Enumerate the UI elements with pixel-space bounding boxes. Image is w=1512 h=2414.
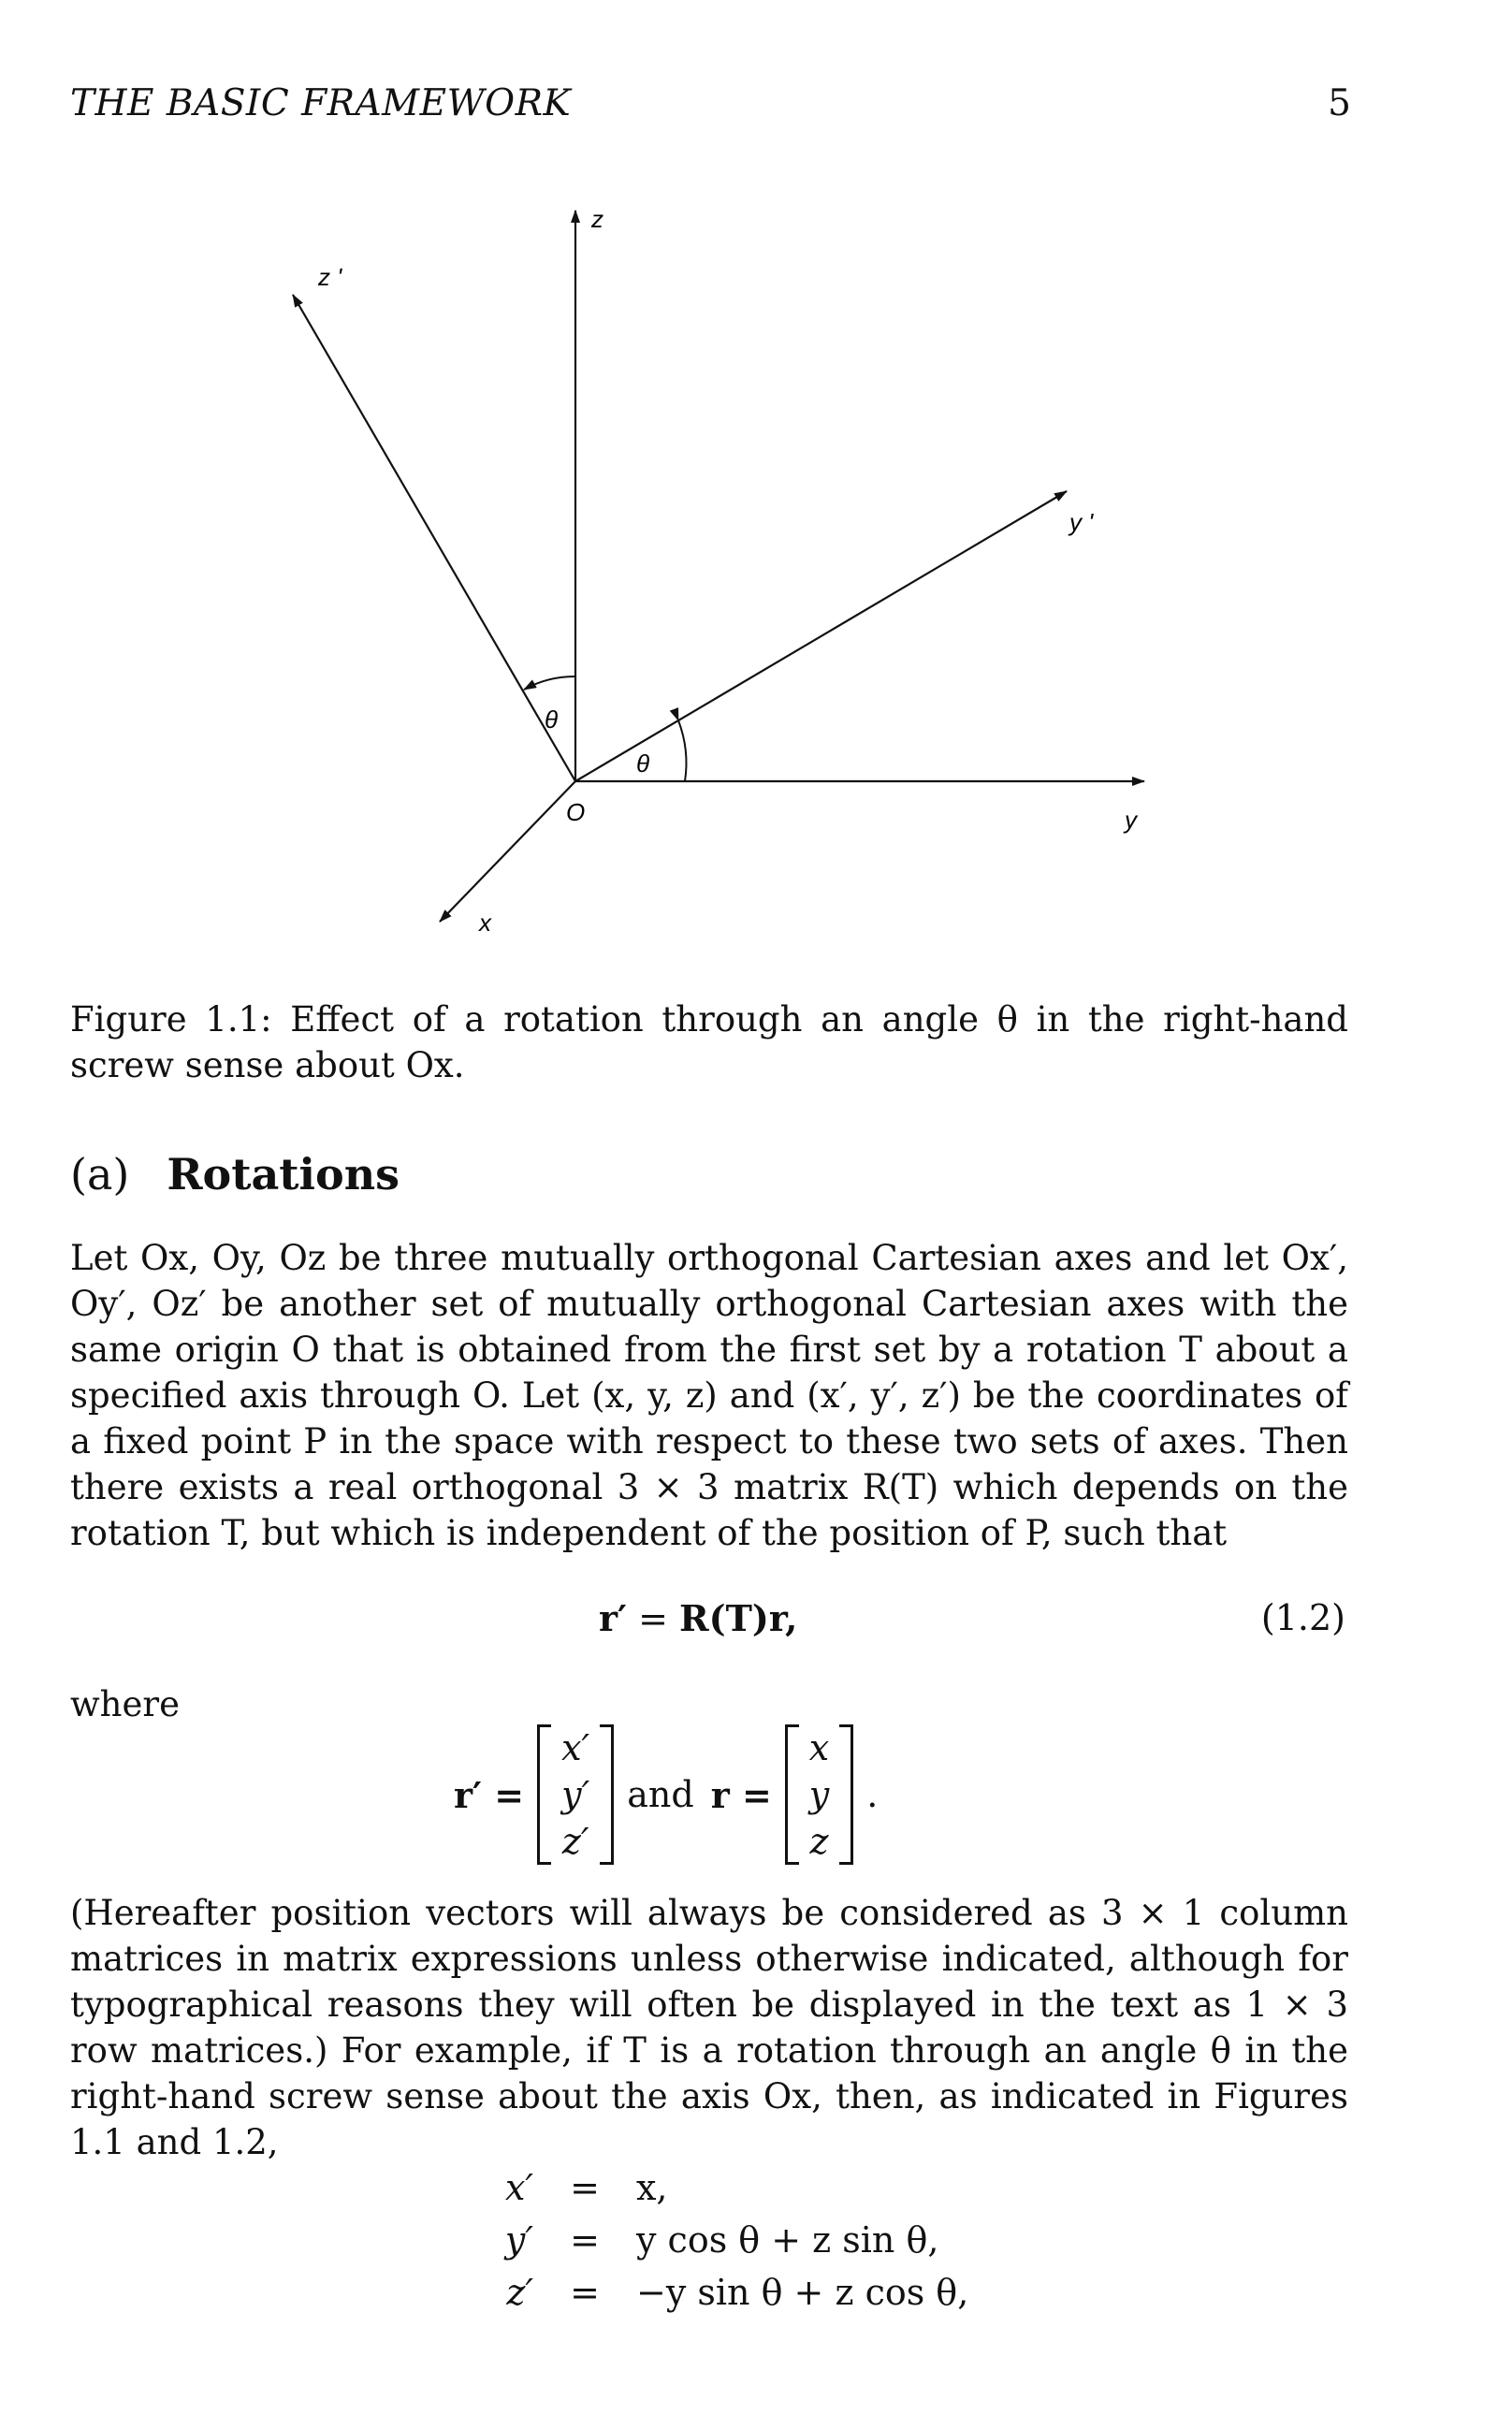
- running-header: THE BASIC FRAMEWORK: [70, 82, 572, 124]
- eq-row-rhs: y cos θ + z sin θ,: [636, 2219, 939, 2261]
- eq-row-op: =: [570, 2219, 600, 2261]
- matrix-equation: [454, 1724, 878, 1865]
- connector-and: and: [627, 1774, 694, 1815]
- label-theta-z: θ: [545, 705, 559, 734]
- theta-arc-y: [678, 720, 686, 781]
- label-theta-y: θ: [636, 749, 650, 778]
- equation-row: [477, 2214, 968, 2266]
- x-axis: [440, 781, 575, 922]
- theta-arc-z: [524, 676, 575, 690]
- label-origin: O: [566, 798, 586, 826]
- eq-equals: =: [627, 1598, 680, 1639]
- matrix-entry: z: [809, 1821, 829, 1862]
- equation-number: (1.2): [1260, 1597, 1345, 1638]
- y-prime-axis: [575, 491, 1067, 781]
- label-z: z: [591, 205, 603, 233]
- equation-array: [477, 2161, 968, 2319]
- matrix-entry: x: [808, 1727, 830, 1768]
- equation-row: [477, 2161, 968, 2214]
- figure-caption: Figure 1.1: Effect of a rotation through an angle θ in the right-hand screw sense about Ox.: [70, 999, 1348, 1085]
- eq-rhs: R(T)r,: [679, 1597, 798, 1639]
- eq-row-op: =: [570, 2272, 600, 2313]
- z-prime-axis: [293, 295, 575, 781]
- paragraph-hereafter: (Hereafter position vectors will always be considered as 3 × 1 column matrices in matrix expressions unless otherwise indicated, although for typographical reasons they will often be displayed in the text as 1 × 3 row matrices.) For example, if T is a rotation through an angle θ in the right-hand screw sense about the axis Ox, then, as indicated in Figures 1.1 and 1.2,: [70, 1893, 1348, 2162]
- label-z-prime: z ': [318, 263, 342, 291]
- eq-row-lhs: z′: [506, 2272, 533, 2313]
- eq-row-lhs: x′: [504, 2167, 533, 2208]
- matrix-end-dot: .: [866, 1774, 879, 1815]
- r-prime-matrix: [537, 1724, 614, 1865]
- where-text: where: [70, 1684, 180, 1724]
- eq-lhs: r′: [599, 1597, 628, 1639]
- r-label: r =: [710, 1773, 772, 1816]
- rotation-diagram: [262, 192, 1179, 959]
- paragraph-rotations: Let Ox, Oy, Oz be three mutually orthogonal Cartesian axes and let Ox′, Oy′, Oz′ be another set of mutually orthogonal Cartesian axes with the same origin O that is obtained from the first set by a rotation T about a specified axis through O. Let (x, y, z) and (x′, y′, z′) be the coordinates of a fixed point P in the space with respect to these two sets of axes. Then there exists a real orthogonal 3 × 3 matrix R(T) which depends on the rotation T, but which is independent of the position of P, such that: [70, 1238, 1348, 1553]
- figure-1-1: [262, 192, 1179, 959]
- section-heading: [70, 1149, 400, 1200]
- matrix-entry: z′: [561, 1821, 589, 1862]
- eq-row-lhs: y′: [504, 2219, 533, 2261]
- section-title: Rotations: [167, 1149, 400, 1200]
- label-y-prime: y ': [1069, 508, 1094, 536]
- equation-row: [477, 2266, 968, 2319]
- equation-1-2: [599, 1597, 797, 1639]
- matrix-entry: y′: [561, 1774, 590, 1815]
- page-number: 5: [1328, 82, 1351, 124]
- label-x: x: [479, 909, 491, 937]
- eq-row-op: =: [570, 2167, 600, 2208]
- eq-row-rhs: −y sin θ + z cos θ,: [636, 2272, 969, 2313]
- matrix-entry: y: [808, 1774, 830, 1815]
- label-y: y: [1125, 806, 1137, 834]
- eq-row-rhs: x,: [636, 2167, 668, 2208]
- r-prime-label: r′ =: [454, 1773, 525, 1816]
- r-matrix: [785, 1724, 853, 1865]
- matrix-entry: x′: [561, 1727, 590, 1768]
- section-number: (a): [70, 1149, 130, 1200]
